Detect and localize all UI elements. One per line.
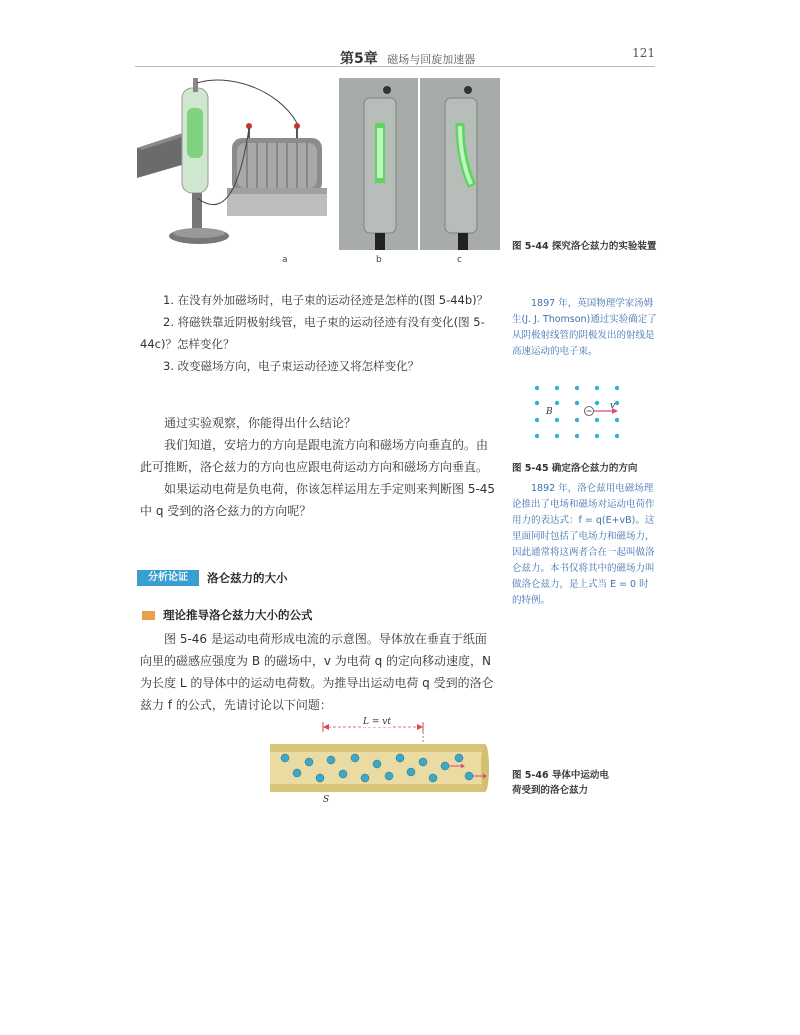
question-list [140, 289, 497, 377]
subsection-title: 理论推导洛仑兹力大小的公式 [163, 608, 313, 622]
figure-44-label-c: c [457, 255, 462, 265]
figure-46-caption-line-1: 图 5-46 导体中运动电 [512, 770, 609, 781]
figure-44-label-a: a [282, 255, 288, 265]
figure-45-caption: 图 5-45 确定洛仑兹力的方向 [512, 463, 638, 474]
figure-45-v-label: v [610, 401, 616, 411]
figure-45-diagram [512, 378, 657, 448]
figure-46-s-label: S [323, 795, 330, 805]
chapter-label: 第5章 [340, 51, 378, 67]
section-title: 洛仑兹力的大小 [207, 571, 288, 585]
paragraph-2: 我们知道，安培力的方向是跟电流方向和磁场方向垂直的。由此可推断，洛仑兹力的方向也应跟电荷运动方向和磁场方向垂直。 [140, 438, 489, 474]
subsection-marker-icon [142, 611, 155, 620]
chapter-title: 磁场与回旋加速器 [387, 53, 476, 66]
subsection-heading [142, 607, 313, 623]
figure-46-diagram [265, 718, 500, 808]
chapter-heading [340, 48, 475, 68]
figure-46-caption [512, 768, 662, 798]
figure-44a-apparatus [137, 78, 334, 250]
figure-44-label-b: b [376, 255, 382, 265]
page-header [135, 44, 655, 67]
derivation-paragraph: 图 5-46 是运动电荷形成电流的示意图。导体放在垂直于纸面向里的磁感应强度为 B 的磁场中，v 为电荷 q 的定向移动速度，N 为长度 L 的导体中的运动电荷数。为推导出运动电荷 q 受到的洛仑兹力 f 的公式，先请讨论以下问题： [140, 632, 494, 712]
page-number: 121 [632, 46, 655, 60]
paragraph-1: 通过实验观察，你能得出什么结论？ [164, 416, 357, 430]
figure-44b-photo [339, 78, 418, 250]
sidenote-1897: 1897 年，英国物理学家汤姆生(J. J. Thomson)通过实验确定了从阴极射线管的阴极发出的射线是高速运动的电子束。 [512, 298, 657, 357]
figure-44c-photo [420, 78, 500, 250]
question-3: 3. 改变磁场方向，电子束运动径迹又将怎样变化？ [163, 359, 420, 373]
section-heading [137, 570, 497, 586]
paragraph-3: 如果运动电荷是负电荷，你该怎样运用左手定则来判断图 5-45 中 q 受到的洛仑兹力的方向呢？ [140, 482, 496, 518]
sidenote-1892: 1892 年，洛仑兹用电磁场理论推出了电场和磁场对运动电荷作用力的表达式：f = q(E+vB)。这里面同时包括了电场力和磁场力，因此通常将这两者合在一起叫做洛仑兹力。本书仅将其中的磁场力叫做洛仑兹力，是上式当 E = 0 时的特例。 [512, 483, 655, 606]
main-paragraphs [140, 412, 497, 522]
question-1: 1. 在没有外加磁场时，电子束的运动径迹是怎样的(图 5-44b)？ [163, 293, 489, 307]
figure-44-caption: 图 5-44 探究洛仑兹力的实验装置 [512, 241, 657, 252]
figure-45-B-label: B [546, 407, 553, 417]
figure-46-caption-line-2: 荷受到的洛仑兹力 [512, 785, 589, 796]
section-tag: 分析论证 [137, 570, 199, 586]
question-2: 2. 将磁铁靠近阴极射线管，电子束的运动径迹有没有变化(图 5-44c)？怎样变化？ [140, 315, 485, 351]
figure-46-length-label: L = vt [363, 717, 391, 727]
